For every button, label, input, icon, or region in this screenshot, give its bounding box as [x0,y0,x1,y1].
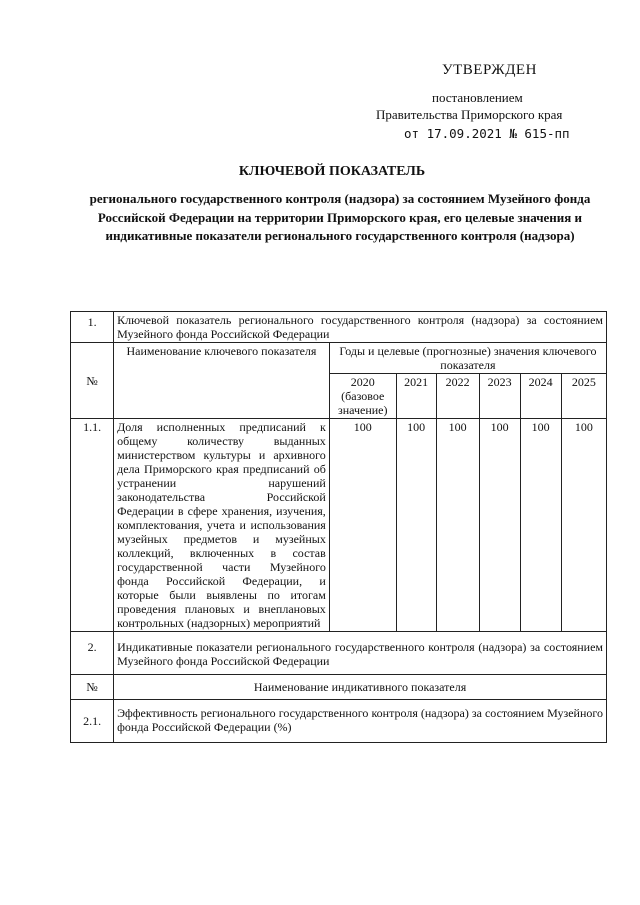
table-row [71,700,607,743]
section2-number: 2. [71,632,114,675]
indicator-value: 100 [396,419,436,632]
indicator-value: 100 [329,419,396,632]
year-header: 2025 [561,374,606,419]
indicator-value: 100 [561,419,606,632]
year-header: 2021 [396,374,436,419]
row-number: 2.1. [71,700,114,743]
indicator-name: Доля исполненных предписаний к общему количеству выданных министерством культуры и архивного дела Приморского края предписаний об устранении нарушений законодательства Российской Федерации в сфере хранения, изучения, комплектования, учета и использования музейных предметов и музейных коллекций, включенных в состав государственной части Музейного фонда Российской Федерации, и которые были выявлены по итогам проведения плановых и внеплановых контрольных (надзорных) мероприятий [114,419,330,632]
document-subtitle: регионального государственного контроля (надзора) за состоянием Музейного фонда Российской Федерации на территории Приморского края, его целевые значения и индикативные показатели регионального государственного контроля (надзора) [89,191,591,243]
year-header: 2022 [436,374,479,419]
approval-line-1: постановлением [432,90,523,105]
section1-columns-row [71,343,607,374]
col-name-header: Наименование ключевого показателя [114,343,330,419]
row-number: 1.1. [71,419,114,632]
section1-number: 1. [71,312,114,343]
approval-line-3: от 17.09.2021 № 615-пп [404,126,570,141]
col-number-header: № [71,675,114,700]
section2-header-row [71,632,607,675]
section2-columns-row [71,675,607,700]
section1-header-row [71,312,607,343]
indicator-value: 100 [479,419,520,632]
col-years-header: Годы и целевые (прогнозные) значения ключевого показателя [329,343,606,374]
col-indicative-name-header: Наименование индикативного показателя [114,675,607,700]
col-number-header: № [71,343,114,419]
section1-title: Ключевой показатель регионального государственного контроля (надзора) за состоянием Музейного фонда Российской Федерации [114,312,607,343]
year-header: 2024 [520,374,561,419]
approval-heading: УТВЕРЖДЕН [442,62,537,78]
year-header: 2020 (базовое значение) [329,374,396,419]
indicative-indicator-name: Эффективность регионального государственного контроля (надзора) за состоянием Музейного фонда Российской Федерации (%) [114,700,607,743]
approval-line-2: Правительства Приморского края [376,107,563,122]
section2-title: Индикативные показатели регионального государственного контроля (надзора) за состоянием Музейного фонда Российской Федерации [114,632,607,675]
indicators-table [70,311,607,743]
document-title: КЛЮЧЕВОЙ ПОКАЗАТЕЛЬ [238,164,426,179]
table-row [71,419,607,632]
year-header: 2023 [479,374,520,419]
indicator-value: 100 [436,419,479,632]
indicator-value: 100 [520,419,561,632]
